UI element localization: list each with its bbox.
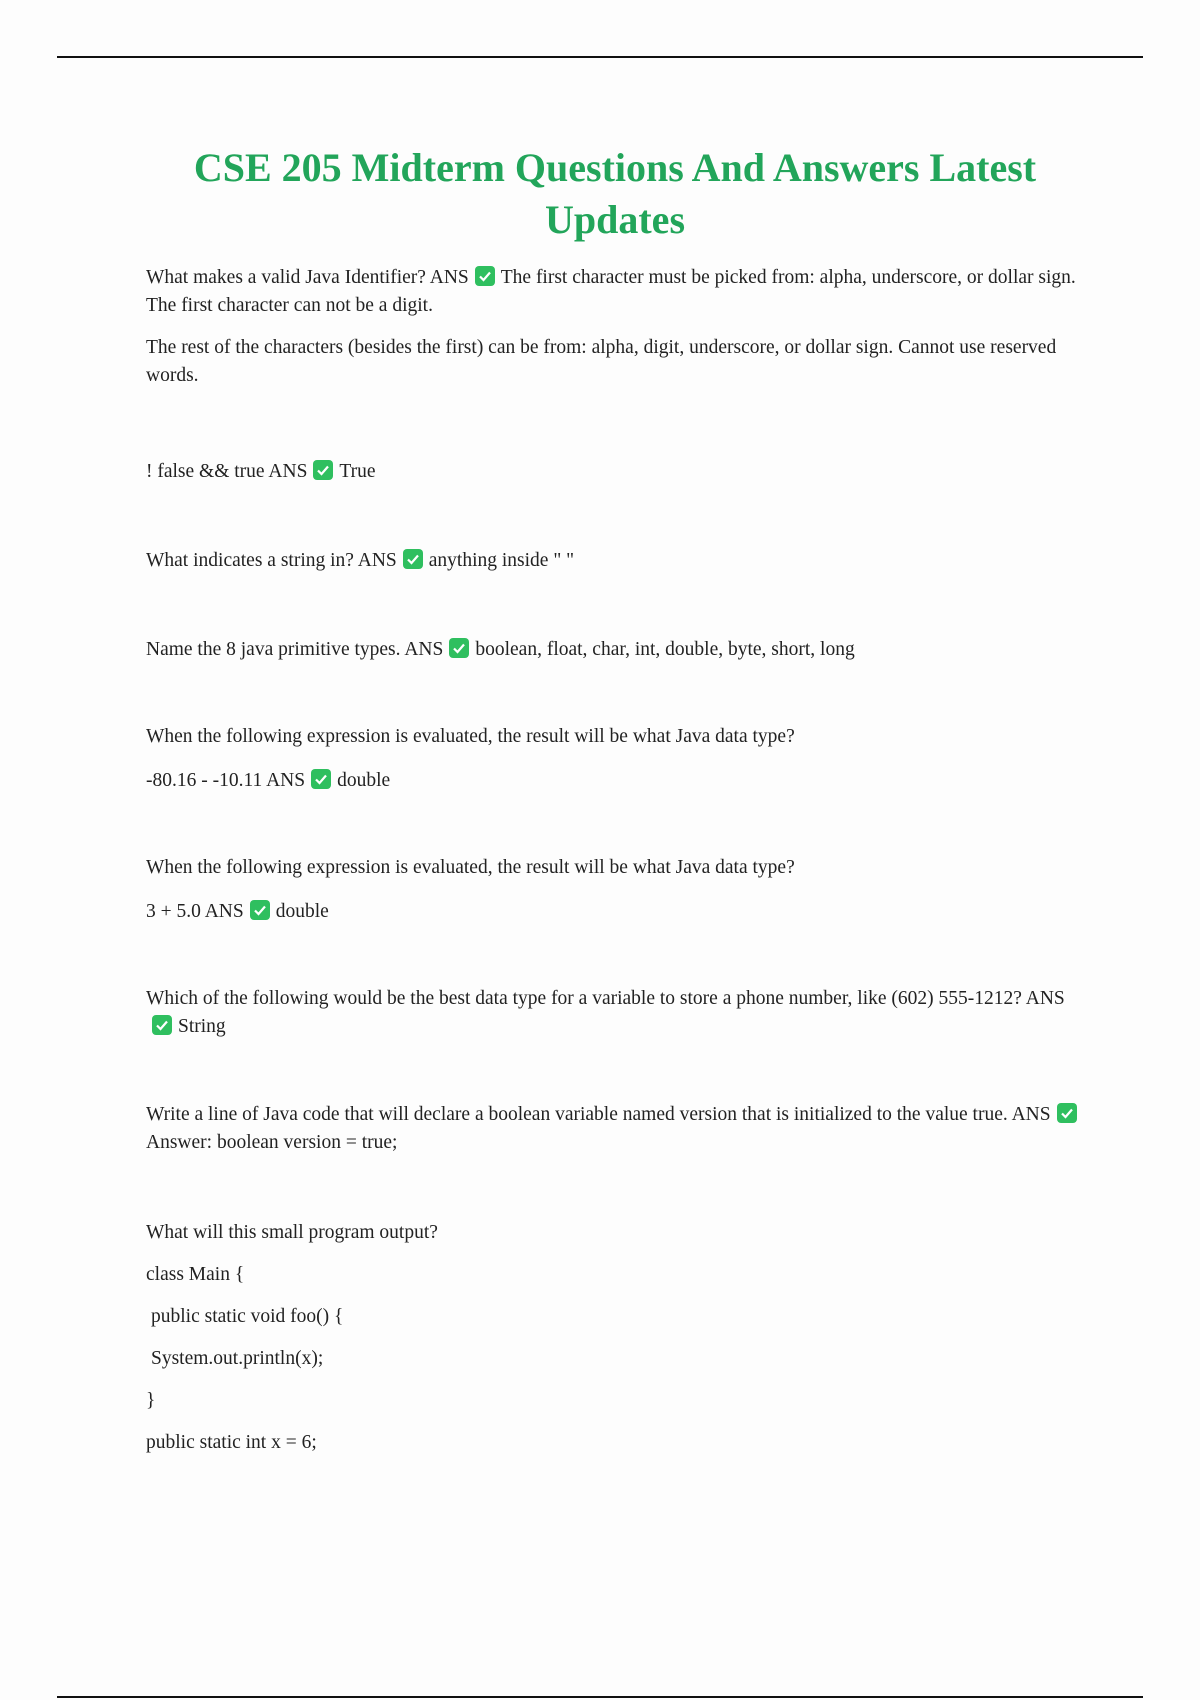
ans-marker: ANS [1011,1104,1051,1125]
question-text: 3 + 5.0 [146,901,201,922]
question-text: What makes a valid Java Identifier? [146,267,426,288]
ans-marker: ANS [357,550,397,571]
document-title: CSE 205 Midterm Questions And Answers Latest Updates [193,145,1037,242]
qa-item [146,636,1086,664]
code-question [146,1219,1086,1457]
ans-marker: ANS [404,639,444,660]
code-line: public static void foo() { [151,1306,344,1327]
answer-text: double [337,770,391,791]
ans-marker: ANS [429,267,469,288]
qa-item [146,547,1086,575]
qa-item [146,1101,1086,1157]
document-body [146,264,1086,1471]
ans-marker: ANS [268,461,308,482]
question-text: What indicates a string in? [146,550,354,571]
question-text: Which of the following would be the best data type for a variable to store a phone number, like (602) 555-1212? [146,988,1022,1009]
answer-text: True [339,461,376,482]
answer-text: String [178,1016,226,1037]
qa-item [146,898,1086,926]
answer-text: anything inside " " [428,550,575,571]
answer-text: double [275,901,329,922]
answer-continuation: The rest of the characters (besides the first) can be from: alpha, digit, underscore, or dollar sign. Cannot use reserved words. [146,337,1057,386]
bottom-rule [57,1696,1143,1698]
question-prompt: What will this small program output? [146,1222,438,1243]
check-box-icon [152,1015,172,1035]
check-box-icon [1057,1103,1077,1123]
check-box-icon [449,638,469,658]
question-text: Name the 8 java primitive types. [146,639,401,660]
answer-text: boolean, float, char, int, double, byte, short, long [475,639,855,660]
qa-item [146,264,1086,320]
ans-marker: ANS [1025,988,1065,1009]
question-prompt: When the following expression is evaluated, the result will be what Java data type? [146,726,795,747]
code-line: public static int x = 6; [146,1432,317,1453]
question-text: -80.16 - -10.11 [146,770,263,791]
code-line: } [146,1390,156,1411]
check-box-icon [311,769,331,789]
top-rule [57,56,1143,58]
code-line: class Main { [146,1264,245,1285]
answer-text: The first character must be picked from: alpha, underscore, or dollar sign. The first character can not be a digit. [146,267,1076,316]
check-box-icon [475,266,495,286]
code-line: System.out.println(x); [151,1348,324,1369]
qa-item [146,458,1086,486]
check-box-icon [250,900,270,920]
answer-text: Answer: boolean version = true; [146,1132,398,1153]
check-box-icon [313,460,333,480]
check-box-icon [403,549,423,569]
question-text: Write a line of Java code that will declare a boolean variable named version that is initialized to the value true. [146,1104,1008,1125]
ans-marker: ANS [266,770,306,791]
qa-item [146,767,1086,795]
question-text: ! false && true [146,461,265,482]
ans-marker: ANS [204,901,244,922]
question-prompt: When the following expression is evaluated, the result will be what Java data type? [146,857,795,878]
qa-item [146,985,1086,1041]
